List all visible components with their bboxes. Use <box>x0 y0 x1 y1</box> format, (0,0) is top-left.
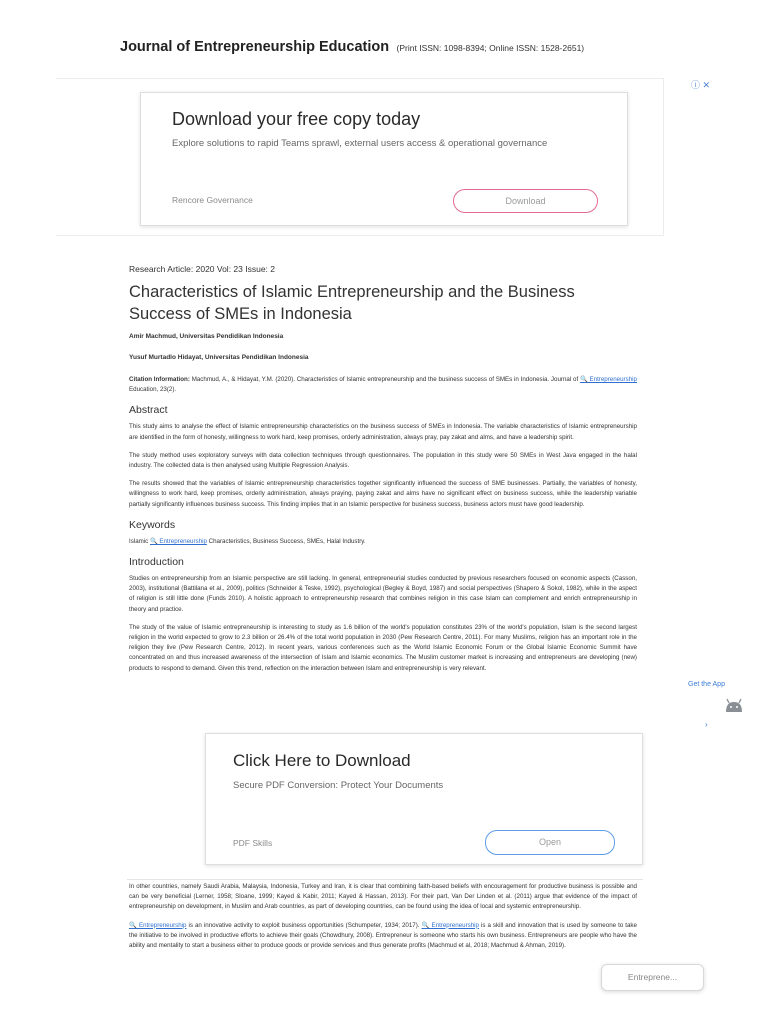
entrepreneurship-link[interactable]: 🔍 Entrepreneurship <box>421 921 479 929</box>
journal-issn: (Print ISSN: 1098-8394; Online ISSN: 1528-2651) <box>396 43 585 53</box>
intro-paragraph: Studies on entrepreneurship from an Islamic perspective are still lacking. In general, entrepreneurial studies conducted by previous researchers focused on economic aspects (Casson, 2003), institutional (Battilana et al., 2009), politics (Schneider & Teske, 1992), psychological (Begley & Boyd, 1987) and social perspectives (Shapero & Sokol, 1982), while in the aspect of religion is still little done (Funds 2010). A holistic approach to entrepreneurship research that combines religion in this case Islam can complement and enrich entrepreneurship in theory and practice. <box>129 575 637 613</box>
ad-brand: PDF Skills <box>233 838 273 848</box>
floating-search-pill[interactable]: Entreprene... <box>601 964 704 991</box>
ad-description: Explore solutions to rapid Teams sprawl, external users access & operational governance <box>172 138 548 149</box>
abstract-paragraph: The study method uses exploratory surveys with data collection techniques through questionnaires. The population in this study were 50 SMEs in West Java engaged in the halal industry. The collected data is then analysed using Multiple Regression Analysis. <box>129 451 637 470</box>
body-text: is an innovative activity to exploit business opportunities (Schumpeter, 1934; 2017). <box>188 921 420 929</box>
article-body <box>129 264 637 682</box>
ad-title[interactable]: Download your free copy today <box>172 109 421 129</box>
download-button[interactable]: Download <box>453 189 598 213</box>
citation-end: Education, 23(2). <box>129 386 177 394</box>
ad-description: Secure PDF Conversion: Protect Your Documents <box>233 780 444 791</box>
mid-ad-card[interactable] <box>205 733 643 865</box>
body-text: is a skill and innovation that is used by someone to take the initiative to be involved in productive efforts to achieve their goals (Chowdhury, 2008). Entrepreneur is someone who starts his own business. Entrepreneurs are people who have the ability and mentality to start a business either to produce goods or provide services and thus generate profits (Machmud et al, 2018; Machmud & Ahman, 2019). <box>129 921 637 950</box>
abstract-heading: Abstract <box>129 404 168 417</box>
introduction-heading: Introduction <box>129 556 184 569</box>
body-paragraph <box>129 921 637 952</box>
journal-title[interactable]: Journal of Entrepreneurship Education <box>120 39 390 55</box>
author-2: Yusuf Murtadlo Hidayat, Universitas Pendidikan Indonesia <box>129 354 309 361</box>
ad-title[interactable]: Click Here to Download <box>233 751 411 770</box>
citation-text: Machmud, A., & Hidayat, Y.M. (2020). Characteristics of Islamic entrepreneurship and the business success of SMEs in Indonesia. Journal of <box>191 376 579 383</box>
entrepreneurship-link[interactable]: 🔍 Entrepreneurship <box>129 921 187 929</box>
abstract-paragraph: The results showed that the variables of Islamic entrepreneurship characteristics together significantly influenced the success of SME businesses. Partially, the variables of honesty, willingness to work hard, keep promises, orderly administration, always praying, paying zakat and alms have no significant effect on business success, while the leadership variable partially significantly influences business success. This finding implies that in an Islamic perspective for business success, business actors must have good leadership. <box>129 480 637 508</box>
keywords-heading: Keywords <box>129 518 176 531</box>
keywords-end: Characteristics, Business Success, SMEs, Halal Industry. <box>208 537 366 545</box>
intro-paragraph: The study of the value of Islamic entrepreneurship is interesting to study as 1.6 billion of the world's population constitutes 23% of the world's population, Islam is the second largest religion in the world expected to grow to 2.3 billion or 26.4% of the total world population in 2030 (Pew Research Centre, 2011). For many Muslims, religion has an important role in the religion they live (Pew Research Centre, 2012). In recent years, various conferences such as the World Islamic Economic Forum or the Global Islamic Economic Summit have concentrated on and thus increased awareness of the intersection of Islam and Islamic economics. The Muslim customer market is increasing and entrepreneurs are developing (new) products to respond to demand. Given this trend, reflection on the interaction between Islam and entrepreneurship is very relevant. <box>129 623 637 672</box>
divider <box>127 879 643 880</box>
android-icon[interactable] <box>724 698 744 714</box>
keywords-start: Islamic <box>129 537 149 545</box>
article-meta: Research Article: 2020 Vol: 23 Issue: 2 <box>129 264 276 274</box>
adchoices-icon[interactable]: ⓘ ✕ <box>690 80 710 90</box>
chevron-right-icon[interactable]: › <box>705 720 708 729</box>
author-1: Amir Machmud, Universitas Pendidikan Indonesia <box>129 333 284 340</box>
article-continued <box>129 882 637 959</box>
keywords-link[interactable]: 🔍 Entrepreneurship <box>150 537 207 545</box>
top-ad-card[interactable] <box>140 92 628 226</box>
citation-label: Citation Information: <box>129 376 190 383</box>
citation-info <box>129 375 637 395</box>
citation-link[interactable]: 🔍 Entrepreneurship <box>579 376 637 383</box>
article-title: Characteristics of Islamic Entrepreneurship and the Business Success of SMEs in Indonesia <box>129 283 575 323</box>
keywords-list <box>129 537 637 547</box>
ad-brand: Rencore Governance <box>172 195 253 205</box>
open-button[interactable]: Open <box>485 830 615 855</box>
body-paragraph: In other countries, namely Saudi Arabia, Malaysia, Indonesia, Turkey and Iran, it is clear that combining faith-based beliefs with encouragement for productive business is possible and can be very beneficial (Lerner, 1958; Sloane, 1999; Kayed & Kabir, 2011; Kayed & Hassan, 2013). For their part, Van Der Linden et al. (2011) argue that evidence of the impact of entrepreneurship on development, in Muslim and Arab countries, as part of developing countries, can be found using the idea of local and systemic entrepreneurship. <box>129 883 637 911</box>
abstract-paragraph: This study aims to analyse the effect of Islamic entrepreneurship characteristics on the business success of SMEs in Indonesia. The variable characteristics of Islamic entrepreneurship are identified in the form of honesty, willingness to work hard, keep promises, orderly administration, always pray, pay zakat and alms, and have a leadership spirit. <box>129 423 637 441</box>
get-the-app-link[interactable]: Get the App <box>688 681 725 688</box>
journal-header <box>120 38 584 56</box>
